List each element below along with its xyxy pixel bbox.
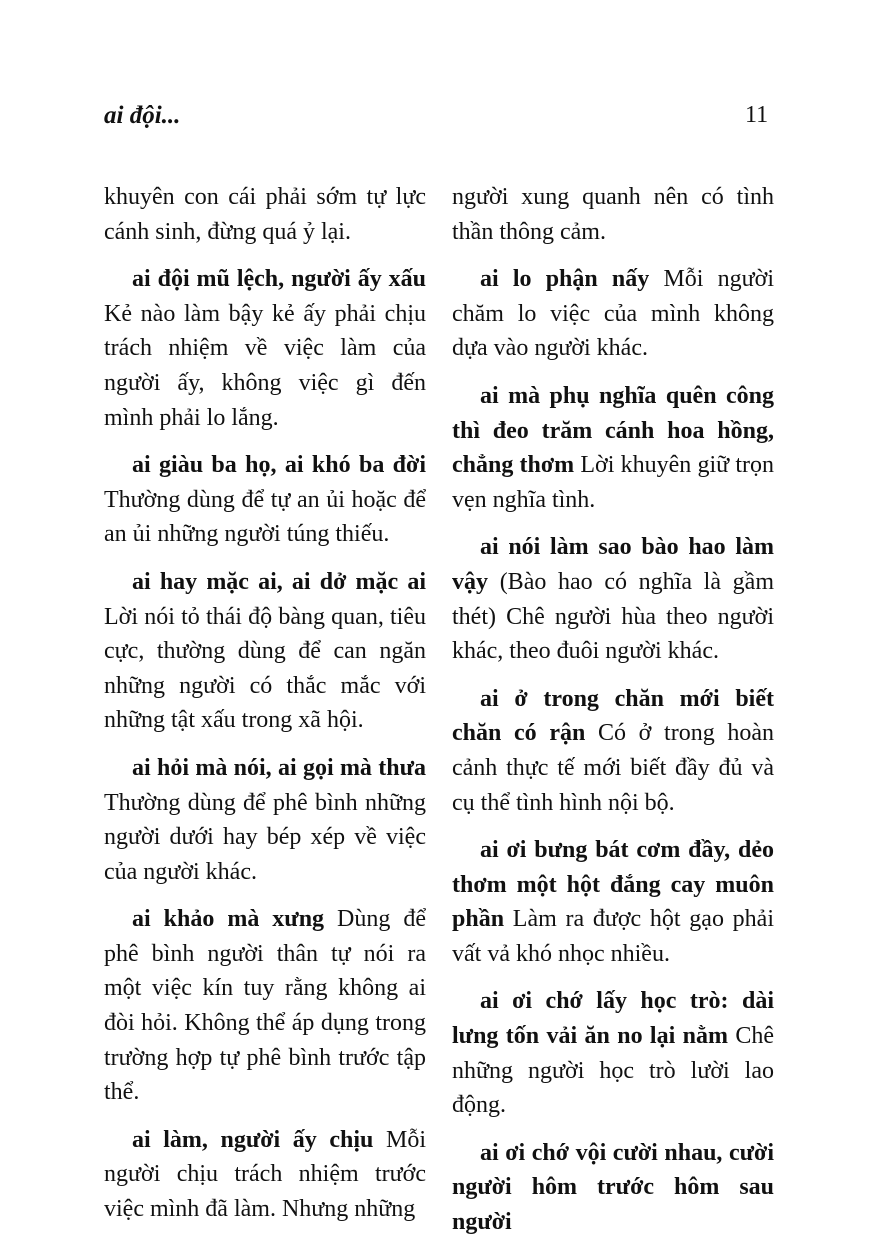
entry-headword: ai lo phận nấy xyxy=(480,266,650,293)
entry-definition: Thường dùng để tự an ủi hoặc để an ủi những người túng thiếu. xyxy=(104,486,426,548)
dictionary-entry xyxy=(104,565,426,738)
page-number: 11 xyxy=(745,102,769,128)
dictionary-entry xyxy=(452,833,774,971)
entry-headword: ai đội mũ lệch, người ấy xấu xyxy=(132,266,426,293)
dictionary-entry xyxy=(104,262,426,435)
entry-definition: Thường dùng để phê bình những người dưới hay bép xép về việc của người khác. xyxy=(104,789,426,885)
dictionary-entry xyxy=(452,180,774,249)
entry-definition: người xung quanh nên có tình thần thông cảm. xyxy=(452,184,774,245)
entry-definition: Lời nói tỏ thái độ bàng quan, tiêu cực, thường dùng để can ngăn những người có thắc mắc với những tật xấu trong xã hội. xyxy=(104,603,426,734)
dictionary-entry xyxy=(452,984,774,1122)
running-head: ai đội... xyxy=(104,102,181,129)
entry-headword: ai ơi chớ lấy học trò: dài lưng tốn vải ăn no lại nằm xyxy=(452,988,774,1050)
entry-definition: Kẻ nào làm bậy kẻ ấy phải chịu trách nhiệm về việc làm của người ấy, không việc gì đến mình phải lo lắng. xyxy=(104,300,426,431)
entry-definition: Mỗi người chăm lo việc của mình không dựa vào người khác. xyxy=(452,266,775,362)
entry-definition: khuyên con cái phải sớm tự lực cánh sinh, đừng quá ỷ lại. xyxy=(104,184,426,245)
dictionary-entry xyxy=(452,530,774,668)
dictionary-entry xyxy=(452,379,774,517)
entry-definition: Làm ra được hột gạo phải vất vả khó nhọc nhiều. xyxy=(452,906,775,967)
entry-headword: ai hay mặc ai, ai dở mặc ai xyxy=(132,568,426,595)
entry-headword: ai nói làm sao bào hao làm vậy xyxy=(452,534,774,595)
left-column xyxy=(104,180,426,1240)
right-column xyxy=(452,180,774,1253)
entry-definition: Lời khuyên giữ trọn vẹn nghĩa tình. xyxy=(452,452,774,513)
entry-headword: ai làm, người ấy chịu xyxy=(132,1126,374,1153)
dictionary-entry xyxy=(104,902,426,1110)
entry-definition: Chê những người học trò lười lao động. xyxy=(452,1023,775,1119)
dictionary-entry xyxy=(104,448,426,552)
entry-definition: (Bào hao có nghĩa là gầm thét) Chê người hùa theo người khác, theo đuôi người khác. xyxy=(452,568,775,665)
dictionary-entry xyxy=(452,1136,774,1240)
entry-headword: ai ơi bưng bát cơm đầy, dẻo thơm một hột đắng cay muôn phần xyxy=(452,837,774,933)
entry-headword: ai khảo mà xưng xyxy=(132,906,325,933)
entry-headword: ai hỏi mà nói, ai gọi mà thưa xyxy=(132,754,426,781)
entry-definition: Có ở trong hoàn cảnh thực tế mới biết đầy đủ và cụ thể tình hình nội bộ. xyxy=(452,720,775,816)
dictionary-entry xyxy=(104,751,426,889)
dictionary-entry xyxy=(452,682,774,820)
entry-headword: ai giàu ba họ, ai khó ba đời xyxy=(132,452,426,479)
entry-definition: Mỗi người chịu trách nhiệm trước việc mình đã làm. Nhưng những xyxy=(104,1126,426,1223)
entry-headword: ai mà phụ nghĩa quên công thì đeo trăm cánh hoa hồng, chẳng thơm xyxy=(452,382,774,479)
dictionary-entry xyxy=(104,180,426,249)
dictionary-entry xyxy=(104,1123,426,1227)
dictionary-entry xyxy=(452,262,774,366)
entry-headword: ai ở trong chăn mới biết chăn có rận xyxy=(452,685,774,747)
entry-definition: Dùng để phê bình người thân tự nói ra một việc kín tuy rằng không ai đòi hỏi. Không thể áp dụng trong trường hợp tự phê bình trước tập thể. xyxy=(104,906,427,1106)
entry-headword: ai ơi chớ vội cười nhau, cười người hôm trước hôm sau người xyxy=(452,1139,774,1236)
